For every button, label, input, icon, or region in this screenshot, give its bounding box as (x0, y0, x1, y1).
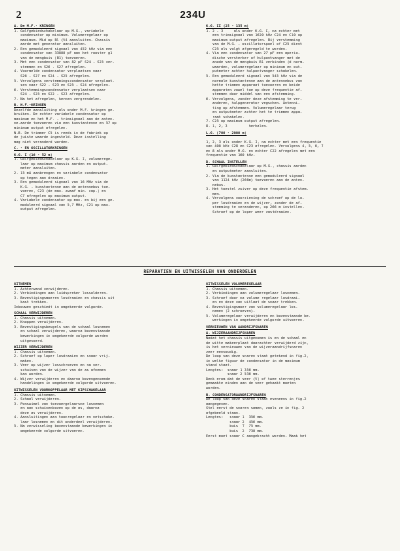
text-line: 5. Een gemoduleerd signaal van 545 kHz via de (206, 74, 303, 79)
text-line: handelingen in omgekeerde volgorde uitvoeren. (14, 381, 117, 386)
text-line: K.G. - kunstantenne aan de antennebus toe- (14, 184, 111, 189)
text-line: Lengtes: snaar 1 356 mm. (206, 415, 264, 420)
text-line: 3. Ponswimel van toevoergelaarsne losnemen (14, 401, 104, 406)
text-line: aarde met generator aansluiten. (14, 42, 87, 47)
text-line: Lengtes: snaar 1 356 mm. (206, 367, 260, 372)
text-line: 7. Na het afregelen, kernen vergrendelen. (14, 96, 102, 101)
text-line: Denk erom dat de veer (V) of twee sterrenjes (206, 376, 300, 381)
text-line: kast trekken. (14, 300, 49, 305)
text-line: 1. Golfgebiedschakelaar op K.G. I, volumerege- (14, 157, 113, 162)
text-line: bewerkingen in omgekeerde volgorde worden (14, 334, 108, 339)
text-line: werkingen in omgekeerde volgorde uitvoeren. (206, 318, 305, 323)
text-line: 1. Chassis uitnemen. (14, 315, 57, 320)
text-line: Nadat het chassis uitgenomen is en de schaal en (206, 336, 307, 341)
text-line: 3. Bevestigingsmoeren losdraaien en chassis uit (14, 295, 115, 300)
text-line: de witte makeerplaat daarachter verwijderd zijn, (206, 340, 309, 345)
section-heading: WIJZER VERWIJDEREN (14, 345, 53, 350)
top-right-column (206, 24, 388, 214)
text-line: 6. Vervolgens, zonder deze afstemming te ver- (206, 96, 303, 101)
section-heading: VERNIEUWEN VAN AANDRIJFSNAREN (206, 324, 268, 329)
text-line: nemen (2 schroeven). (206, 309, 256, 314)
text-line: en schaal verwijderen, waarna bovenstaande (14, 329, 111, 334)
text-line: en aan schuivenboven op de as, daarna (14, 406, 100, 411)
text-line: snaar 2 536 mm. (206, 372, 260, 377)
section-heading: A. De M.F.- KRINGEN (14, 24, 55, 28)
text-line: kan worden. (14, 372, 44, 377)
text-line: snaar 2 456 mm. (206, 419, 264, 424)
text-line: minimum output afregelen. (14, 126, 68, 131)
text-line: 2. Schroef op loper losdraaien en snaar vrij- (14, 354, 111, 359)
text-line: aangegeven. (206, 401, 230, 406)
section-divider (14, 266, 386, 267)
text-line: per losdraaien en de wijzer, zonder de af- (206, 200, 303, 205)
text-line: op tegen aan draaien. (14, 175, 66, 180)
text-line: gemaakte einden aan de veer gehaakt moeten (206, 381, 296, 386)
text-line: 2. 15 mA aanbrengen en variabele condensator (14, 170, 108, 175)
text-line: 4. Vervolgens voorziening de schroef op de lo- (206, 196, 305, 201)
text-line: 2. Schaal verwijderen. (14, 397, 61, 402)
text-line: De loop van deze snaren staat getekend in fig.2, (206, 354, 309, 359)
text-line: De loop van deze snaren staat eveneens in fig.2 (206, 397, 307, 402)
text-line: 1. Chassis uitnemen. (14, 392, 57, 397)
text-line: en 8 als onder M.G. en echter C22 afregelen met een (206, 148, 315, 153)
text-line: worden. (206, 386, 221, 391)
text-line: 5. Vervolgens verstemmingscondensator verplaat- (14, 78, 115, 83)
section-heading: SCHAAL VERWIJDEREN (14, 311, 53, 316)
text-line: stemming te veranderen, op 266 m instellen. (206, 205, 305, 210)
text-line: maximum en het M.F. - trimsignaal aan de anten- (14, 116, 115, 121)
top-left-column (14, 24, 196, 212)
text-line: 3. Een gemoduleerd signaal van 16 MHz via de (14, 180, 108, 185)
repairs-section-title: REPARATIEN EN UITWISSELEN VAN ONDERDELEN (143, 269, 257, 274)
text-line: 3. Schroef door na volume regelaar losdraai- (206, 295, 300, 300)
model-number: 234U (180, 10, 206, 21)
section-heading: K.G. II (25 - 135 m) (206, 24, 249, 28)
text-line: sen naar S22 - S23 en S25 - S24 afregelen. (14, 83, 111, 88)
text-line: 1. 2 - 3 als onder K.G. I, na echter met (206, 28, 300, 33)
text-line: maximum output afregelen. Bij verstemming (206, 37, 300, 42)
section-heading: C. - EN OSCILLATORKRINGEN (14, 146, 68, 151)
text-line: Dezelfde aansluiting als onder M.F. kringen ge- (14, 107, 115, 112)
text-line: 1, 2, 3 als onder K.G. I, na echter met een frequentie (206, 139, 322, 144)
text-line: hette trimmen apparaat toevoeren en beide (206, 83, 300, 88)
bottom-right-column (206, 282, 388, 438)
text-line: laar op maximum chassis aarden en output- (14, 161, 108, 166)
text-line: zeer eenvoudig. (206, 349, 239, 354)
text-line: schuiven van de wijzer van de as afnemen (14, 367, 106, 372)
text-line: 2. Knoppen verwijderen. (14, 320, 64, 325)
text-line: nebus. (206, 182, 226, 187)
text-line: frequentie van 160 kHz. (206, 153, 256, 158)
page-number: 2 (16, 9, 22, 21)
text-line: normale kunstantenne aan de antennebus van (206, 78, 303, 83)
text-line: 1. Golfgebiedschakelaar op M.G., chassis aarden (206, 164, 307, 169)
section-heading: K.G. I (16 - 52 m) (14, 152, 53, 157)
section-heading: B. H.F.-KRINGEN (14, 103, 47, 108)
text-line: 1. Achterwand verwijderen. (14, 286, 70, 291)
section-heading: A. WIJZERAANDRIJFSNAREN (206, 331, 256, 336)
text-line: Schroef op de loper weer vastdraaien. (206, 209, 292, 214)
section-heading: B. CONDENSATORAANDRIJFSNAREN (206, 392, 266, 397)
text-line: 7. C25 op maximum output afregelen. (206, 119, 281, 124)
text-line: 2. Een gemoduleerd signaal van 452 kHz via een (14, 46, 113, 51)
text-line: putmeter achter hulpontvanger schakelen. (206, 69, 298, 74)
text-line: 3. Het toestel zuiver op deze frequentie afstem- (206, 187, 309, 192)
text-line: waarden, volumeregelaar op minimum en out- (206, 64, 303, 69)
text-line: moduleerd signaal van 5,7 MHz, C21 op max. (14, 202, 111, 207)
text-line: 4. Via een condensator van 27 pF een aperio- (206, 51, 300, 56)
text-line: meter aansluiten. (14, 166, 57, 171)
text-line: in welke figuur de condensator in de maximum (206, 358, 300, 363)
text-line: dische versterker of hulpontvanger met de (206, 55, 300, 60)
text-line: raat schakelen. (206, 114, 245, 119)
text-line: uitgevoerd. (14, 338, 44, 343)
text-line: 3. Met een condensator van 82 pF S24 - S25 ver- (14, 60, 115, 65)
text-line: deze as verwijderen. (14, 410, 64, 415)
text-line: S24 - S25 en S22 - S23 afregelen. (14, 92, 91, 97)
section-heading: UITNEMEN (14, 282, 32, 286)
text-line: 4. Aansluitingen aan toonregelaar en netschake- (14, 415, 115, 420)
text-line: 4. Wijzer verwijderen en daarna bovengenoemde (14, 376, 111, 381)
text-line: maximum. Mid op Bl (V4 aansluiten. Chassis (14, 37, 111, 42)
text-line: maken. (14, 358, 34, 363)
text-line: 8. 1, 2, 3 herhalen. (206, 124, 268, 129)
text-line: 4. Bevestigingsmoer van volumeregelaar los- (206, 304, 298, 309)
text-line: anderen, hulpgenerator vegschen. Antenni- (206, 101, 300, 106)
text-line: 6. Verstemmingscondensator verplaatsen naar (14, 87, 106, 92)
text-line: mag niet veranderd worden. (14, 139, 70, 144)
text-line: van 1124 kHz (266m) toevoeren aan de anten- (206, 178, 305, 183)
text-line: ne-aarde toevoeren via een kunstantenne en 57 op (14, 121, 117, 126)
section-heading: L.G. (700 - 2000 m) (206, 130, 247, 135)
text-line: voeren, C23 (de max. zwaaf min. cap.) en (14, 189, 106, 194)
text-line: ting op afstemmen. Volumeregelaar terug (206, 105, 296, 110)
text-line: apparaten zowel toe op deze frequentie af- (206, 87, 303, 92)
text-line: 2. Via de kunstantenne een gemoduleerd signaal (206, 173, 305, 178)
text-line: 3. Bevestigingsbeugels van de schaal losnemen (14, 324, 111, 329)
text-line: van de M.G. - oscillatorspoel of C25 dient (206, 42, 303, 47)
text-line: bruiken. De echter variabele condensator op (14, 112, 106, 117)
text-line: 3. Veer op wijzer losschroeven en na ver- (14, 363, 102, 368)
text-line: van 400 kHz C28 en C23 afregelen. Vervolgens 4, 5, 6, 7 (206, 144, 324, 149)
text-line: condensator van 33000 pF aan het rooster g1 (14, 51, 113, 56)
text-line: en outputmeter aansluiten. (206, 168, 268, 173)
text-line: 1. Chassis uitnemen. (206, 286, 249, 291)
text-line: 5. Na verwisseling bovenstaande bewerkingen in (14, 424, 113, 429)
text-line: condensator op minimum. Volumeregelaar op (14, 33, 108, 38)
text-line: en outputmeter achter het te trimmen appa- (206, 110, 303, 115)
text-line: van de mengbuis (B1) toevoeren. (14, 55, 87, 60)
text-line: 4. Variabele condensator op max. en bij een ge- (14, 198, 115, 203)
text-line: de juiste waarde ingesteld. Deze instelling (14, 135, 106, 140)
section-heading: UITWISSELEN VOLUMEREGELAAR (206, 282, 262, 286)
bottom-left-column (14, 282, 196, 434)
text-line: 5. Volumeregelaar verwijderen en bovenstaande be- (206, 313, 311, 318)
text-line: stand staat. (206, 363, 232, 368)
text-line: 2. Verbindingen aan volumeregelaar losnemen. (206, 291, 300, 296)
text-line: 1. Chassis uitnemen. (14, 349, 57, 354)
text-line: 1. Golfgebiedschakelaar op M.G., variabele (14, 28, 104, 33)
text-line: stemmen door middel van een afstemming. (206, 92, 296, 97)
section-heading: UITWISSELEN VOORKOPPELAAR MET KIPSCHAKELAAR (14, 388, 106, 393)
text-line: output afregelen. (14, 207, 57, 212)
text-line: Eerst moet snaar C aangebracht worden. Maak het (206, 433, 307, 438)
text-line: men. (206, 191, 221, 196)
section-heading: D. SCHAAL INSTELLEN (206, 159, 247, 164)
text-line: laar losnemen en dit onderdeel verwijderen. (14, 419, 113, 424)
text-line: Inbouwen geschiedt in omgekeerde volgorde. (14, 304, 104, 309)
text-line: afgebeeld staan. (206, 410, 241, 415)
text-line: stemmen en S26 - S27 afregelen. (14, 64, 87, 69)
text-line: S26 - S27 en S24 - S25 afregelen. (14, 74, 91, 79)
text-line: Stel eerst de snaren samen, zoals ze in fig. 2 (206, 406, 305, 411)
text-line: C7 afregelen op maximum output. (14, 193, 87, 198)
text-line: N.B. De trimmer C5 is reeds in de fabriek op (14, 130, 108, 135)
text-line: buis 2 730 mm. (206, 428, 264, 433)
text-line: C25 als volgt afgeregeld te worden. (206, 46, 288, 51)
text-line: 4. Voormelde condensator verplaatsen naar (14, 69, 102, 74)
text-line: anode van de mengbuis B1 verbinden (d norm- (206, 60, 305, 65)
text-line: omgekeerde volgorde uitvoeren. (14, 428, 85, 433)
text-line: en en deze van uitlaat de snaar trekken. (206, 300, 298, 305)
text-line: 2. Verbindingen aan luidspreker lossolderen. (14, 291, 108, 296)
text-line: een trimsignaal van 1620 kHz C24 en C10 op (206, 33, 303, 38)
text-line: is het vernieuwen van de wijzeraandrijfsnaren (206, 345, 303, 350)
text-line: buis T 75 mm. (206, 424, 262, 429)
